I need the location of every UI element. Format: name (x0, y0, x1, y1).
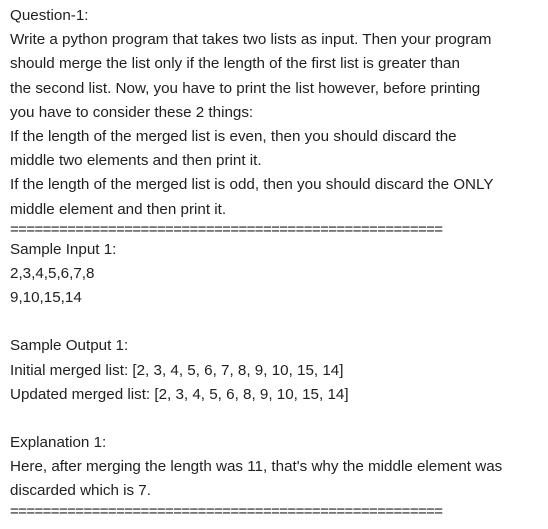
sample-output-label: Sample Output 1: (10, 337, 129, 355)
sample-output-initial: Initial merged list: [2, 3, 4, 5, 6, 7, 8, 9, 10, 15, 14] (10, 361, 344, 379)
separator-bottom: ===================================================== (10, 503, 443, 520)
question-line-5: If the length of the merged list is even, then you should discard the (10, 128, 457, 146)
spacer (10, 310, 540, 334)
question-line-7: If the length of the merged list is odd, then you should discard the ONLY (10, 176, 494, 194)
spacer (10, 407, 540, 431)
question-line-4: you have to consider these 2 things: (10, 103, 254, 121)
question-line-8: middle element and then print it. (10, 200, 227, 218)
question-line-2: should merge the list only if the length of the first list is greater than (10, 55, 460, 73)
sample-output-updated: Updated merged list: [2, 3, 4, 5, 6, 8, 9, 10, 15, 14] (10, 385, 349, 403)
sample-input-line-1: 2,3,4,5,6,7,8 (10, 265, 95, 283)
separator-top: ===================================================== (10, 221, 443, 238)
question-title: Question-1: (10, 7, 89, 24)
question-line-1: Write a python program that takes two lists as input. Then your program (10, 31, 492, 49)
question-line-6: middle two elements and then print it. (10, 152, 262, 170)
explanation-line-1: Here, after merging the length was 11, that's why the middle element was (10, 458, 503, 476)
question-line-3: the second list. Now, you have to print the list however, before printing (10, 79, 481, 97)
explanation-label: Explanation 1: (10, 434, 107, 452)
sample-input-label: Sample Input 1: (10, 240, 117, 258)
sample-input-line-2: 9,10,15,14 (10, 289, 82, 307)
explanation-line-2: discarded which is 7. (10, 482, 151, 500)
